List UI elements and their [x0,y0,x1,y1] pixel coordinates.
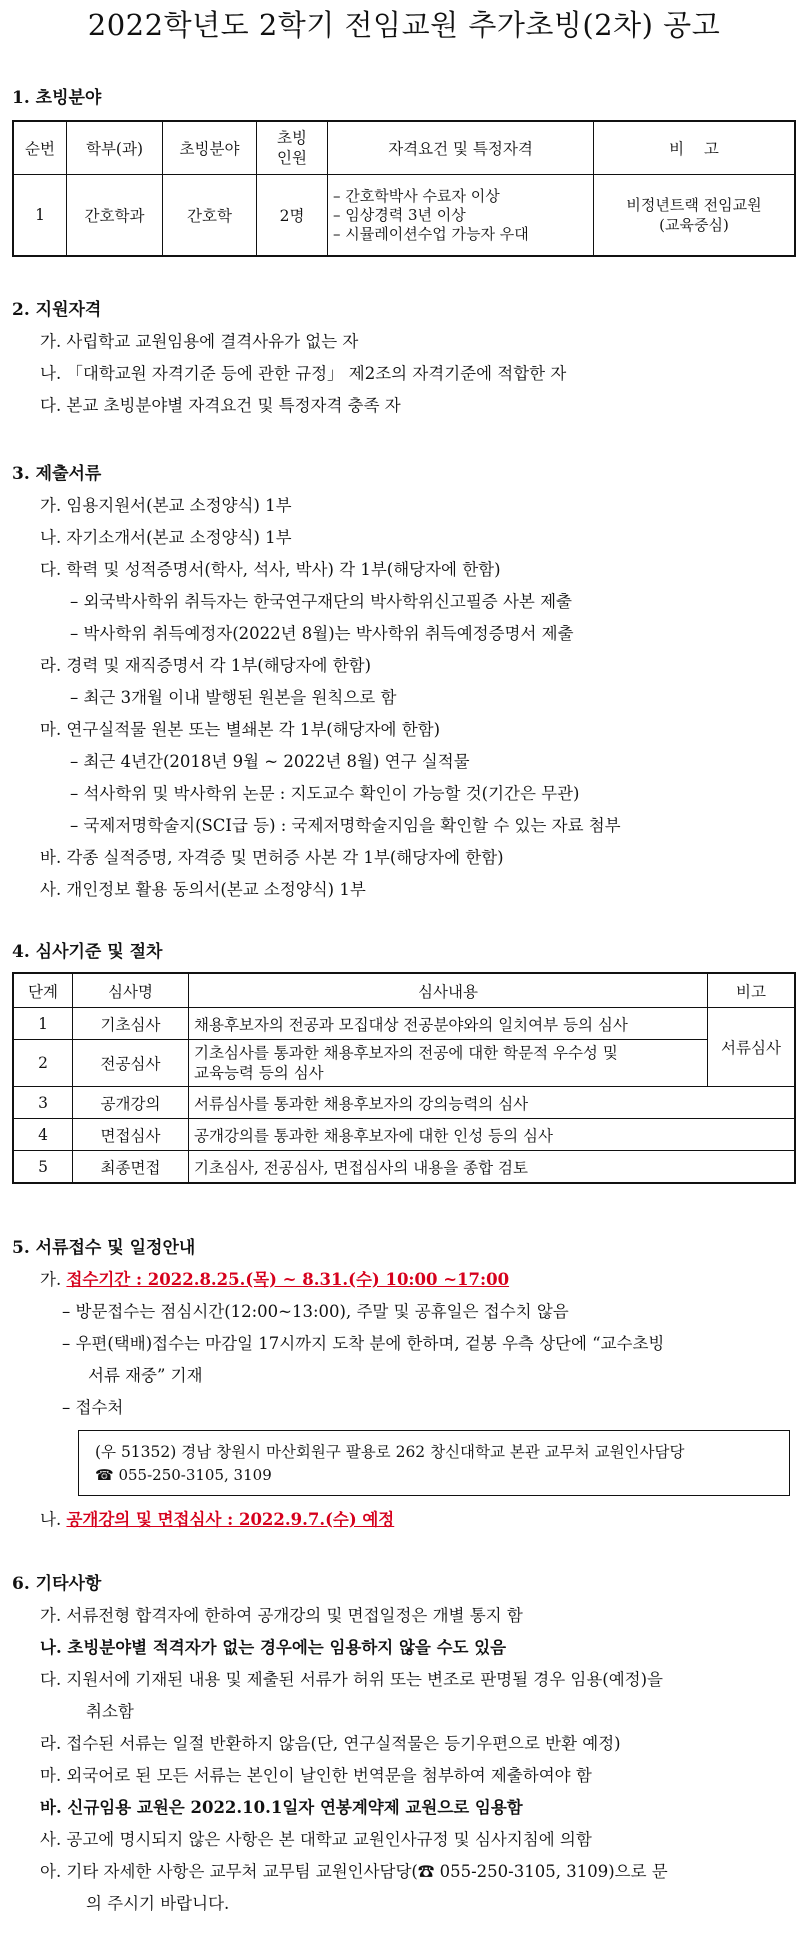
header-cell: 자격요건 및 특정자격 [328,121,594,175]
cell-name: 공개강의 [73,1087,189,1119]
schedule-bullet: – 우편(택배)접수는 마감일 17시까지 도착 분에 한하며, 겉봉 우측 상단에 “교수초빙 [62,1334,665,1353]
cell-step: 5 [13,1151,73,1184]
review-table-row [13,1008,795,1040]
document-subitem: – 최근 4년간(2018년 9월 ~ 2022년 8월) 연구 실적물 [70,752,470,771]
document-subitem: – 석사학위 및 박사학위 논문 : 지도교수 확인이 가능할 것(기간은 무관) [70,784,580,803]
document-item: 나. 자기소개서(본교 소정양식) 1부 [40,528,292,547]
misc-item: 아. 기타 자세한 사항은 교무처 교무팀 교원인사담당(☎ 055-250-3105, 3109)으로 문 [40,1862,668,1881]
schedule-bullet: – 방문접수는 점심시간(12:00~13:00), 주말 및 공휴일은 접수치 않음 [62,1302,569,1321]
item-marker: 나. [40,1510,62,1529]
cell-step: 1 [13,1008,73,1040]
schedule-bullet: – 접수처 [62,1398,124,1417]
document-item: 다. 학력 및 성적증명서(학사, 석사, 박사) 각 1부(해당자에 한함) [40,560,501,579]
cell-content: 채용후보자의 전공과 모집대상 전공분야와의 일치여부 등의 심사 [189,1008,708,1040]
requirement-item: – 간호학박사 수료자 이상 [333,186,500,205]
submission-phone: ☎ 055-250-3105, 3109 [95,1466,272,1484]
cell-content: 기초심사를 통과한 채용후보자의 전공에 대한 학문적 우수성 및 교육능력 등의 심사 [189,1040,708,1087]
review-table-header-row [13,973,795,1008]
cell-name: 기초심사 [73,1008,189,1040]
section-heading-review: 4. 심사기준 및 절차 [12,942,163,962]
cell-step: 3 [13,1087,73,1119]
cell-content: 공개강의를 통과한 채용후보자에 대한 인성 등의 심사 [189,1119,796,1151]
positions-table-header-row [13,121,795,175]
misc-item: 라. 접수된 서류는 일절 반환하지 않음(단, 연구실적물은 등기우편으로 반환 예정) [40,1734,621,1753]
requirement-item: – 임상경력 3년 이상 [333,205,466,224]
cell-dept: 간호학과 [67,175,163,257]
eligibility-item: 가. 사립학교 교원임용에 결격사유가 없는 자 [40,332,359,351]
review-table-row [13,1151,795,1184]
section-heading-eligibility: 2. 지원자격 [12,300,102,320]
cell-step: 4 [13,1119,73,1151]
positions-table [12,120,796,257]
submission-period: 접수기간 : 2022.8.25.(목) ~ 8.31.(수) 10:00 ~17:00 [66,1270,510,1289]
header-cell: 심사내용 [189,973,708,1008]
item-marker: 가. [40,1270,62,1289]
misc-item: 가. 서류전형 합격자에 한하여 공개강의 및 면접일정은 개별 통지 함 [40,1606,523,1625]
document-subitem: – 박사학위 취득예정자(2022년 8월)는 박사학위 취득예정증명서 제출 [70,624,574,643]
cell-name: 면접심사 [73,1119,189,1151]
schedule-item-period [40,1268,509,1292]
review-table-row [13,1087,795,1119]
header-cell: 비고 [708,973,796,1008]
misc-item: 나. 초빙분야별 적격자가 없는 경우에는 임용하지 않을 수도 있음 [40,1638,507,1657]
cell-field: 간호학 [163,175,257,257]
eligibility-item: 나. 「대학교원 자격기준 등에 관한 규정」 제2조의 자격기준에 적합한 자 [40,364,567,383]
positions-table-row [13,175,795,257]
cell-note: 비정년트랙 전임교원 (교육중심) [594,175,796,257]
header-cell: 단계 [13,973,73,1008]
submission-address: (우 51352) 경남 창원시 마산회원구 팔용로 262 창신대학교 본관 교무처 교원인사담당 [95,1443,685,1461]
eligibility-item: 다. 본교 초빙분야별 자격요건 및 특정자격 충족 자 [40,396,401,415]
cell-name: 최종면접 [73,1151,189,1184]
review-table-row [13,1040,795,1087]
header-cell: 초빙 인원 [257,121,328,175]
document-item: 바. 각종 실적증명, 자격증 및 면허증 사본 각 1부(해당자에 한함) [40,848,504,867]
interview-date: 공개강의 및 면접심사 : 2022.9.7.(수) 예정 [66,1510,395,1529]
cell-count: 2명 [257,175,328,257]
misc-item: 바. 신규임용 교원은 2022.10.1일자 연봉계약제 교원으로 임용함 [40,1798,523,1817]
misc-item: 마. 외국어로 된 모든 서류는 본인이 날인한 번역문을 첨부하여 제출하여야 함 [40,1766,592,1785]
header-cell: 순번 [13,121,67,175]
section-heading-misc: 6. 기타사항 [12,1574,102,1594]
header-cell: 학부(과) [67,121,163,175]
document-item: 마. 연구실적물 원본 또는 별쇄본 각 1부(해당자에 한함) [40,720,441,739]
document-item: 가. 임용지원서(본교 소정양식) 1부 [40,496,292,515]
header-cell: 심사명 [73,973,189,1008]
schedule-item-interview [40,1508,394,1532]
cell-no: 1 [13,175,67,257]
cell-review-note: 서류심사 [708,1008,796,1087]
document-subitem: – 외국박사학위 취득자는 한국연구재단의 박사학위신고필증 사본 제출 [70,592,572,611]
schedule-bullet-continued: 서류 재중” 기재 [88,1366,203,1385]
section-heading-positions: 1. 초빙분야 [12,88,102,108]
notice-title: 2022학년도 2학기 전임교원 추가초빙(2차) 공고 [87,8,721,42]
misc-item: 다. 지원서에 기재된 내용 및 제출된 서류가 허위 또는 변조로 판명될 경우 임용(예정)을 [40,1670,663,1689]
header-cell: 비 고 [594,121,796,175]
cell-name: 전공심사 [73,1040,189,1087]
cell-step: 2 [13,1040,73,1087]
document-subitem: – 국제저명학술지(SCI급 등) : 국제저명학술지임을 확인할 수 있는 자료 첨부 [70,816,621,835]
document-item: 라. 경력 및 재직증명서 각 1부(해당자에 한함) [40,656,372,675]
requirement-item: – 시뮬레이션수업 가능자 우대 [333,224,529,243]
misc-item-continued: 취소함 [86,1702,134,1721]
document-subitem: – 최근 3개월 이내 발행된 원본을 원칙으로 함 [70,688,397,707]
document-item: 사. 개인정보 활용 동의서(본교 소정양식) 1부 [40,880,366,899]
misc-item: 사. 공고에 명시되지 않은 사항은 본 대학교 교원인사규정 및 심사지침에 의함 [40,1830,592,1849]
cell-content: 기초심사, 전공심사, 면접심사의 내용을 종합 검토 [189,1151,796,1184]
section-heading-documents: 3. 제출서류 [12,464,102,484]
review-table [12,972,796,1184]
review-table-row [13,1119,795,1151]
section-heading-schedule: 5. 서류접수 및 일정안내 [12,1238,196,1258]
cell-requirements [328,175,594,257]
cell-content: 서류심사를 통과한 채용후보자의 강의능력의 심사 [189,1087,796,1119]
header-cell: 초빙분야 [163,121,257,175]
submission-address-box [78,1430,790,1496]
misc-item-continued: 의 주시기 바랍니다. [86,1894,230,1913]
